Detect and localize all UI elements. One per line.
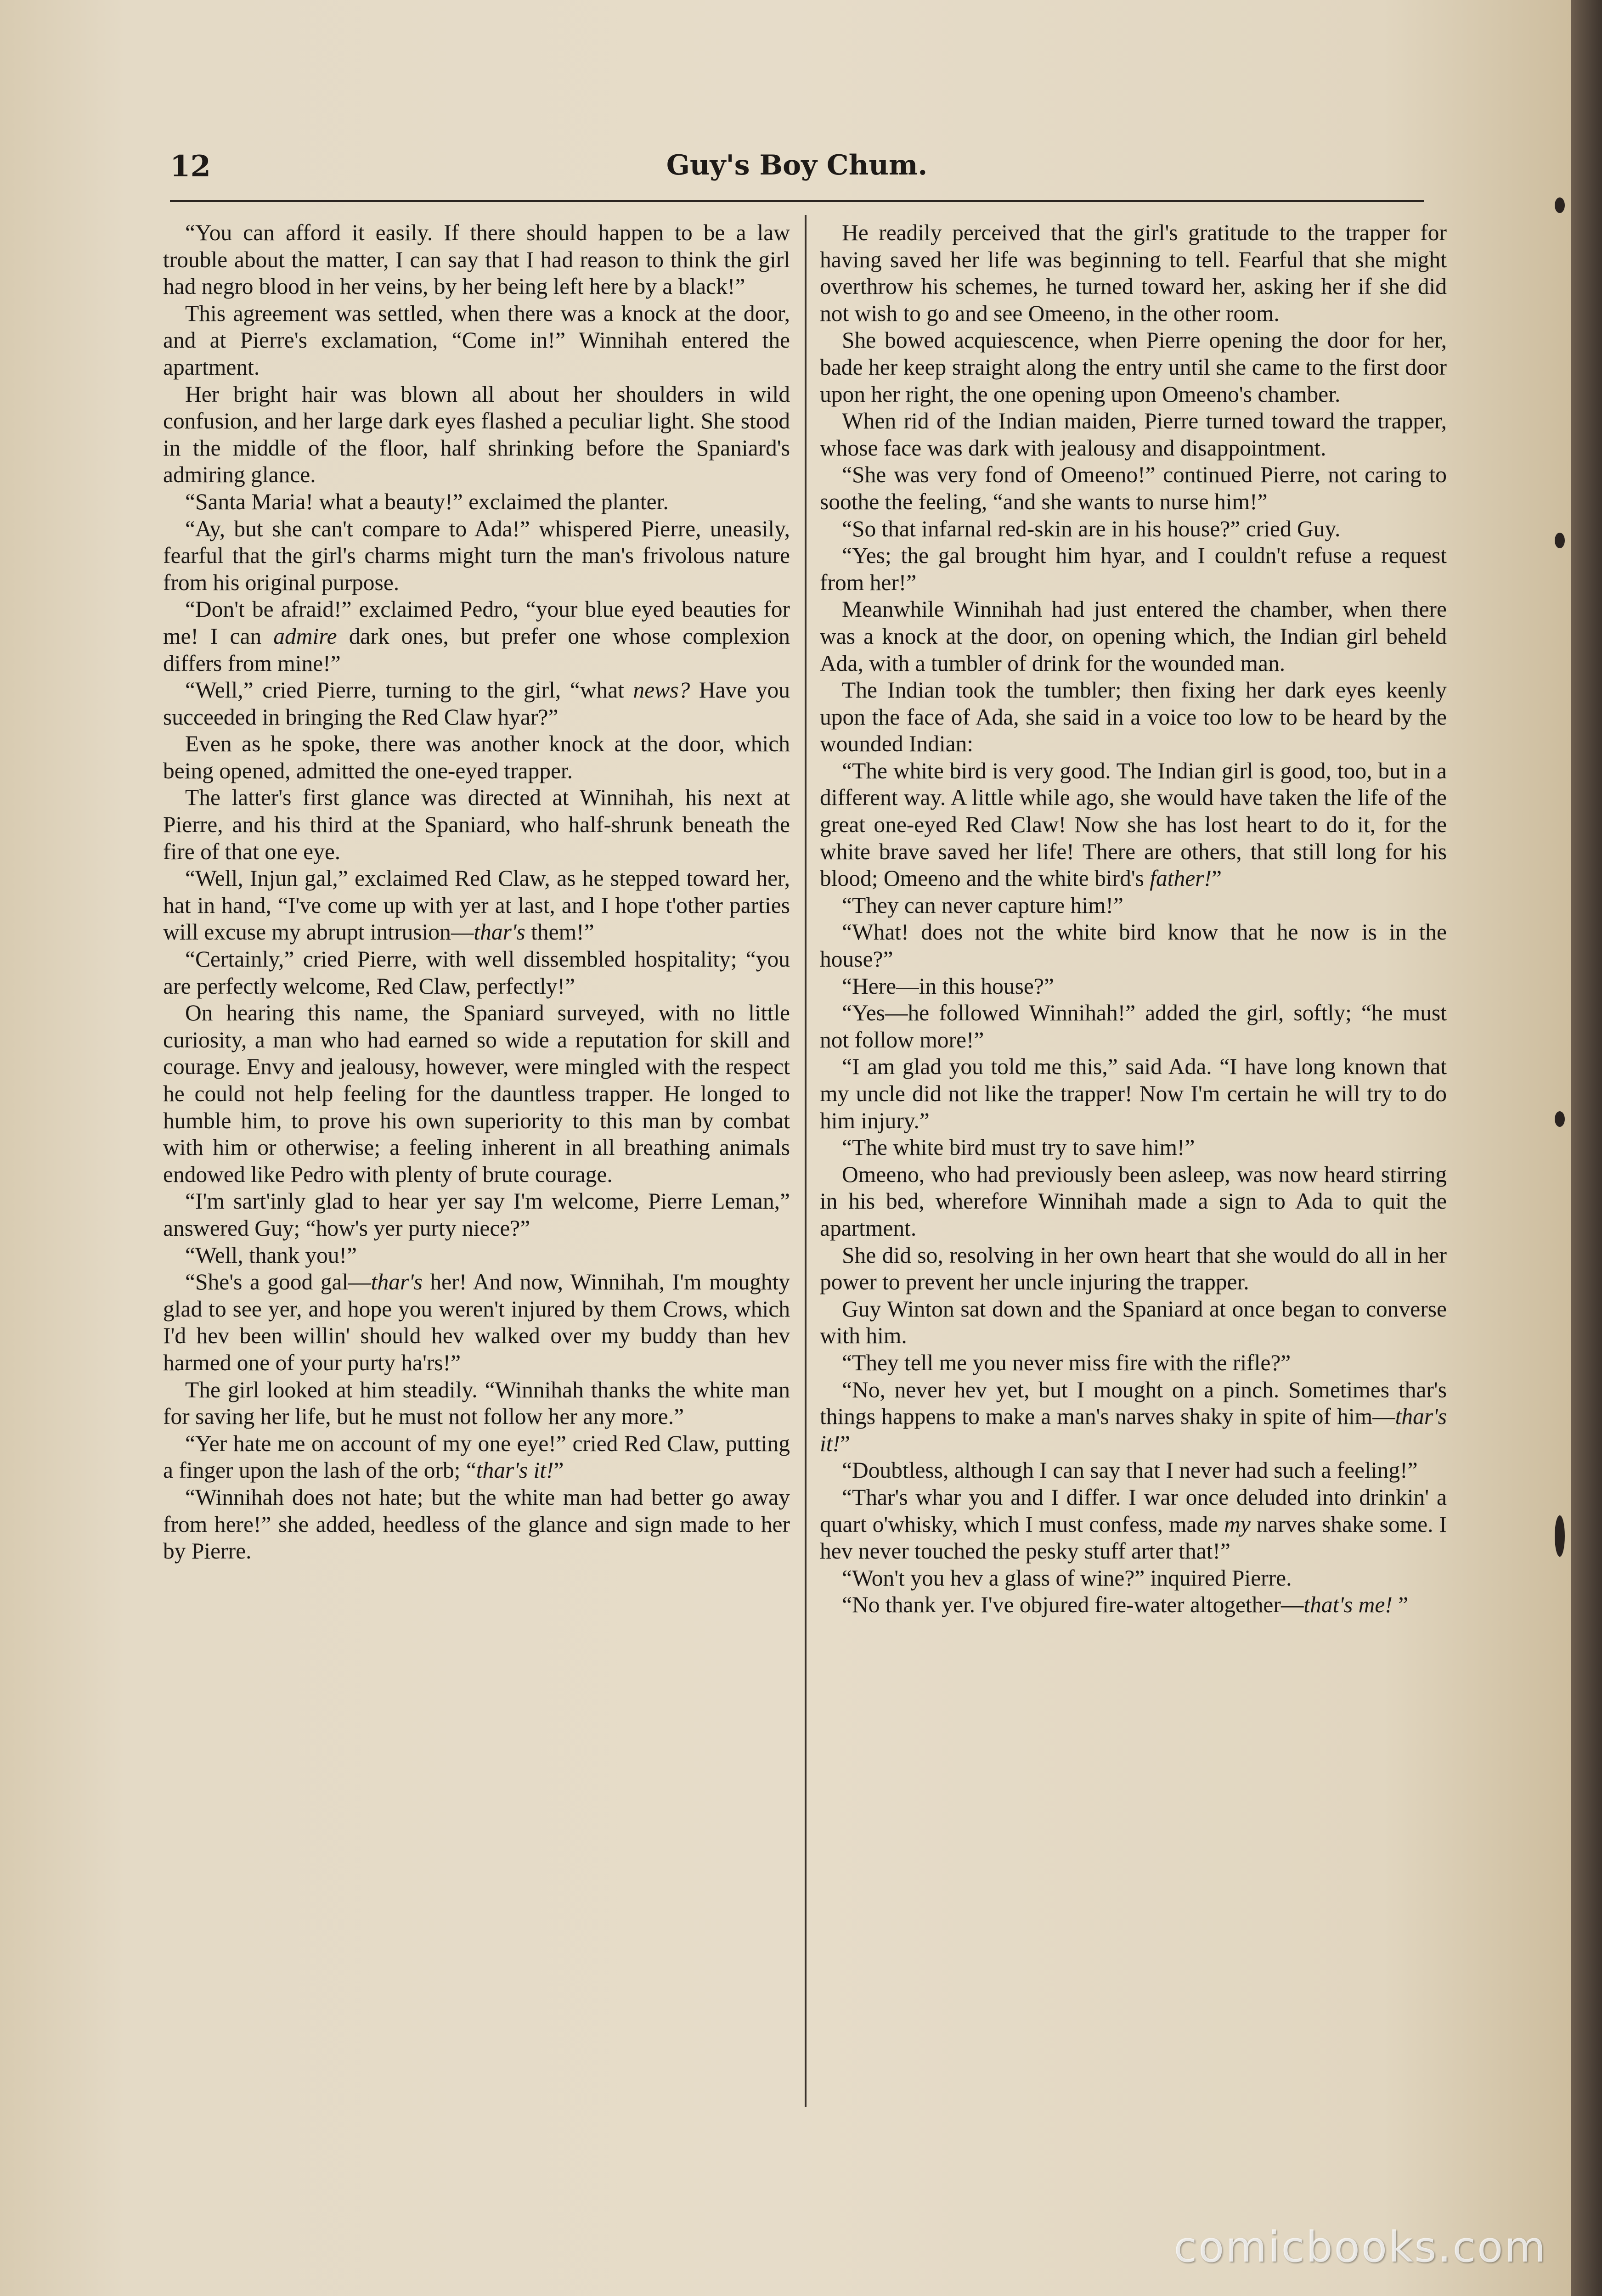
text-run: “Well,” cried Pierre, turning to the girl, “what bbox=[185, 677, 633, 703]
text-run: narves shake some. I hev never touched the pesky stuff arter that!” bbox=[820, 1511, 1447, 1564]
paragraph bbox=[163, 1188, 790, 1242]
paragraph bbox=[820, 1000, 1447, 1053]
running-title: Guy's Boy Chum. bbox=[666, 149, 928, 181]
paragraph bbox=[163, 946, 790, 1000]
paragraph bbox=[820, 1592, 1447, 1619]
paragraph bbox=[820, 596, 1447, 677]
paragraph bbox=[163, 219, 790, 300]
italic-text: father! bbox=[1150, 866, 1212, 891]
paragraph bbox=[820, 1457, 1447, 1484]
text-run: The girl looked at him steadily. “Winnihah thanks the white man for saving her life, but he must not follow her any more.” bbox=[163, 1377, 790, 1429]
paragraph bbox=[820, 1134, 1447, 1161]
paragraph bbox=[820, 677, 1447, 758]
watermark: comicbooks.com bbox=[1173, 2223, 1547, 2272]
staple-mark bbox=[1555, 197, 1565, 213]
paragraph bbox=[820, 1377, 1447, 1458]
paragraph bbox=[820, 1350, 1447, 1377]
text-run: Guy Winton sat down and the Spaniard at once began to converse with him. bbox=[820, 1296, 1447, 1349]
paragraph bbox=[163, 516, 790, 597]
paragraph bbox=[163, 300, 790, 381]
text-run: “The white bird is very good. The Indian girl is good, too, but in a different way. A little while ago, she would have taken the life of the great one-eyed Red Claw! Now she has lost heart to do it, for the white brave saved her life! There are others, that still long for his blood; Omeeno and the white bird's bbox=[820, 758, 1447, 891]
text-column-right bbox=[820, 219, 1447, 1619]
text-run: Even as he spoke, there was another knock at the door, which being opened, admitted the one-eyed trapper. bbox=[163, 731, 790, 783]
staple-mark bbox=[1555, 1515, 1565, 1557]
text-run: dark ones, but prefer one whose complexion differs from mine!” bbox=[163, 623, 790, 676]
text-run: “They tell me you never miss fire with the rifle?” bbox=[842, 1350, 1291, 1375]
paragraph bbox=[163, 1377, 790, 1430]
text-run: The Indian took the tumbler; then fixing her dark eyes keenly upon the face of Ada, she said in a voice too low to be heard by the wounded Indian: bbox=[820, 677, 1447, 757]
text-run: “She's a good gal— bbox=[185, 1269, 371, 1295]
paragraph bbox=[820, 1565, 1447, 1592]
paragraph bbox=[163, 1484, 790, 1565]
text-run: Omeeno, who had previously been asleep, was now heard stirring in his bed, wherefore Winnihah made a sign to Ada to quit the apartment. bbox=[820, 1161, 1447, 1241]
text-run: ” bbox=[840, 1430, 850, 1456]
text-run: “Ay, but she can't compare to Ada!” whispered Pierre, uneasily, fearful that the girl's charms might turn the man's frivolous nature from his original purpose. bbox=[163, 516, 790, 595]
paragraph bbox=[820, 1484, 1447, 1565]
staple-mark bbox=[1555, 1111, 1565, 1127]
text-run: “Yer hate me on account of my one eye!” cried Red Claw, putting a finger upon the lash of the orb; “ bbox=[163, 1430, 790, 1483]
text-run: her! And now, Winnihah, I'm moughty glad to see yer, and hope you weren't injured by them Crows, which I'd hev been willin' should hev walked over my buddy than hev harmed one of your purty ha'rs!” bbox=[163, 1269, 790, 1375]
italic-text: thar's it! bbox=[820, 1404, 1447, 1456]
text-run: “Doubtless, although I can say that I never had such a feeling!” bbox=[842, 1458, 1418, 1483]
text-run: “Certainly,” cried Pierre, with well dissembled hospitality; “you are perfectly welcome, Red Claw, perfectly!” bbox=[163, 946, 790, 999]
paragraph bbox=[820, 219, 1447, 327]
paragraph bbox=[820, 1053, 1447, 1134]
paragraph bbox=[820, 758, 1447, 892]
paragraph bbox=[820, 327, 1447, 408]
text-column-left bbox=[163, 219, 790, 1565]
paragraph bbox=[820, 973, 1447, 1000]
text-run: “I'm sart'inly glad to hear yer say I'm welcome, Pierre Leman,” answered Guy; “how's yer purty niece?” bbox=[163, 1188, 790, 1241]
text-run: “Winnihah does not hate; but the white man had better go away from here!” she added, heedless of the glance and sign made to her by Pierre. bbox=[163, 1484, 790, 1564]
paragraph bbox=[163, 489, 790, 516]
text-run: This agreement was settled, when there was a knock at the door, and at Pierre's exclamation, “Come in!” Winnihah entered the apartment. bbox=[163, 300, 790, 380]
paragraph bbox=[820, 408, 1447, 461]
text-run: “So that infarnal red-skin are in his house?” cried Guy. bbox=[842, 516, 1341, 541]
text-run: She bowed acquiescence, when Pierre opening the door for her, bade her keep straight along the entry until she came to the first door upon her right, the one opening upon Omeeno's chamber. bbox=[820, 327, 1447, 407]
paragraph bbox=[820, 516, 1447, 543]
text-run: “Santa Maria! what a beauty!” exclaimed the planter. bbox=[185, 489, 669, 514]
italic-text: my bbox=[1224, 1511, 1251, 1537]
paragraph bbox=[820, 919, 1447, 973]
paragraph bbox=[163, 865, 790, 946]
italic-text: that's me! bbox=[1303, 1592, 1393, 1618]
paragraph bbox=[820, 461, 1447, 515]
text-run: When rid of the Indian maiden, Pierre turned toward the trapper, whose face was dark with jealousy and disappointment. bbox=[820, 408, 1447, 461]
text-run: “Well, thank you!” bbox=[185, 1242, 357, 1268]
paragraph bbox=[820, 892, 1447, 919]
text-run: “Thar's whar you and I differ. I war once deluded into drinkin' a quart o'whisky, which I must confess, made bbox=[820, 1484, 1447, 1537]
paragraph bbox=[820, 1296, 1447, 1350]
italic-text: thar's bbox=[371, 1269, 423, 1295]
staple-mark bbox=[1555, 533, 1565, 548]
running-header bbox=[170, 149, 1424, 202]
text-run: “Yes; the gal brought him hyar, and I couldn't refuse a request from her!” bbox=[820, 543, 1447, 595]
paragraph bbox=[163, 1430, 790, 1484]
paragraph bbox=[163, 1269, 790, 1376]
italic-text: admire bbox=[273, 623, 337, 649]
text-run: “Won't you hev a glass of wine?” inquired Pierre. bbox=[842, 1565, 1292, 1591]
text-run: “I am glad you told me this,” said Ada. “I have long known that my uncle did not like the trapper! Now I'm certain he will try to do him injury.” bbox=[820, 1054, 1447, 1133]
paragraph bbox=[163, 1242, 790, 1269]
paragraph bbox=[163, 381, 790, 489]
text-run: “The white bird must try to save him!” bbox=[842, 1135, 1195, 1160]
text-run: “They can never capture him!” bbox=[842, 892, 1123, 918]
paragraph bbox=[163, 677, 790, 731]
text-run: “Yes—he followed Winnihah!” added the girl, softly; “he must not follow more!” bbox=[820, 1000, 1447, 1052]
text-run: On hearing this name, the Spaniard surveyed, with no little curiosity, a man who had earned so wide a reputation for skill and courage. Envy and jealousy, however, were mingled with the respect he could not help feeling for the dauntless trapper. He longed to humble him, to prove his own superiority to this man by combat with him or otherwise; a feeling inherent in all breathing animals endowed like Pedro with plenty of brute courage. bbox=[163, 1000, 790, 1187]
paragraph bbox=[163, 731, 790, 784]
text-run: The latter's first glance was directed at Winnihah, his next at Pierre, and his third at the Spaniard, who half-shrunk beneath the fire of that one eye. bbox=[163, 785, 790, 864]
text-run: “Don't be afraid!” exclaimed Pedro, “your blue eyed beauties for me! I can bbox=[163, 597, 790, 649]
italic-text: thar's bbox=[474, 919, 525, 945]
text-run: “No, never hev yet, but I mought on a pinch. Sometimes thar's things happens to make a man's narves shaky in spite of him— bbox=[820, 1377, 1447, 1429]
paragraph bbox=[163, 596, 790, 677]
italic-text: thar's it! bbox=[476, 1458, 554, 1483]
page-number: 12 bbox=[170, 149, 211, 184]
text-run: He readily perceived that the girl's gratitude to the trapper for having saved her life was beginning to tell. Fearful that she might overthrow his schemes, he turned toward her, asking her if she did not wish to go and see Omeeno, in the other room. bbox=[820, 220, 1447, 326]
text-run: “She was very fond of Omeeno!” continued Pierre, not caring to soothe the feeling, “and she wants to nurse him!” bbox=[820, 462, 1447, 514]
paragraph bbox=[163, 1000, 790, 1188]
text-run: ” bbox=[553, 1458, 564, 1483]
paragraph bbox=[820, 542, 1447, 596]
text-run: ” bbox=[1392, 1592, 1409, 1618]
paragraph bbox=[820, 1161, 1447, 1242]
text-run: “You can afford it easily. If there should happen to be a law trouble about the matter, I can say that I had reason to think the girl had negro blood in her veins, by her being left here by a black!” bbox=[163, 220, 790, 299]
paragraph bbox=[163, 784, 790, 865]
text-run: Have you succeeded in bringing the Red Claw hyar?” bbox=[163, 677, 790, 730]
paragraph bbox=[820, 1242, 1447, 1296]
text-run: She did so, resolving in her own heart that she would do all in her power to prevent her uncle injuring the trapper. bbox=[820, 1242, 1447, 1295]
text-run: ” bbox=[1212, 866, 1222, 891]
binding-spine bbox=[1571, 0, 1602, 2296]
italic-text: news? bbox=[633, 677, 690, 703]
text-run: “Well, Injun gal,” exclaimed Red Claw, as he stepped toward her, hat in hand, “I've come up with yer at last, and I hope t'other parties will excuse my abrupt intrusion— bbox=[163, 866, 790, 945]
text-run: Meanwhile Winnihah had just entered the chamber, when there was a knock at the door, on opening which, the Indian girl beheld Ada, with a tumbler of drink for the wounded man. bbox=[820, 597, 1447, 676]
column-rule bbox=[805, 215, 807, 2107]
text-run: “No thank yer. I've objured fire-water altogether— bbox=[842, 1592, 1304, 1618]
text-run: Her bright hair was blown all about her shoulders in wild confusion, and her large dark eyes flashed a peculiar light. She stood in the middle of the floor, half shrinking before the Spaniard's admiring glance. bbox=[163, 381, 790, 488]
text-run: “What! does not the white bird know that he now is in the house?” bbox=[820, 919, 1447, 972]
text-run: “Here—in this house?” bbox=[842, 973, 1054, 999]
text-run: them!” bbox=[525, 919, 594, 945]
